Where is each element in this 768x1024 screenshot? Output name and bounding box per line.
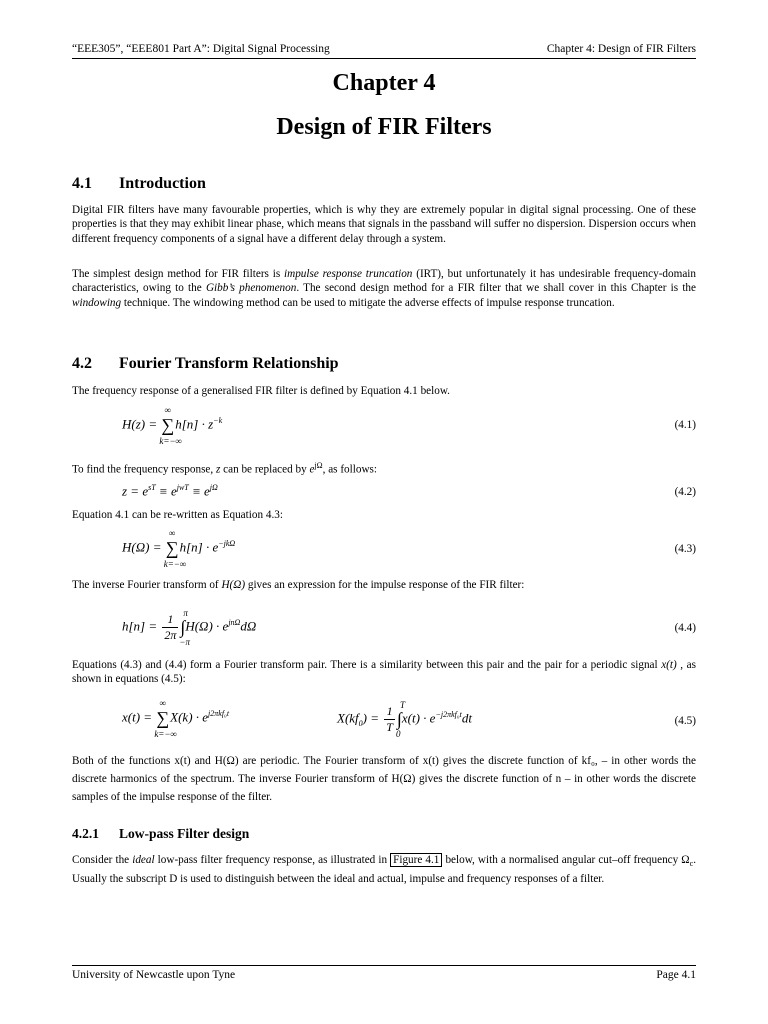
footer-left: University of Newcastle upon Tyne — [72, 969, 236, 981]
text-run: low-pass filter frequency response, as illustrated in — [154, 854, 391, 866]
text-run-sup: jΩ — [314, 461, 323, 470]
footer-right: Page 4.1 — [656, 969, 696, 981]
text-run-italic: H(Ω) — [221, 579, 246, 591]
fourier-text-6: Both of the functions x(t) and H(Ω) are periodic. The Fourier transform of x(t) gives the discrete function of kf₀, – in other words the discrete harmonics of the spectrum. The inverse Fourier transform of H(Ω) gives the discrete function of n – in other words the discrete samples of the impulse response of the filter. — [72, 755, 696, 803]
text-run-sub: c — [689, 859, 694, 869]
section-heading-fourier — [72, 355, 339, 373]
intro-paragraph-2 — [72, 267, 696, 310]
text-run-italic: impulse response truncation — [284, 268, 413, 280]
equation-number: (4.5) — [674, 715, 696, 727]
text-run-italic: ideal — [132, 854, 155, 866]
equation-4-2: $z = e^{sT} \equiv e^{jwT} \equiv e^{j\Omega}$ — [122, 483, 218, 499]
section-title: Introduction — [119, 175, 206, 192]
section-number: 4.2 — [72, 355, 92, 372]
equation-4-5b: $X(kf_0)$ = $\frac{1}{T}$ ∫ T 0 $x(t) \cdot e^{-j2\pi kf_0t}dt$ — [337, 700, 472, 739]
intro-paragraph-1: Digital FIR filters have many favourable properties, which is why they are extremely popular in digital signal processing. One of these properties is that they may exhibit linear phase, which means that signals in the passband will suffer no dispersion. Dispersion occurs when different frequency components of a signal have a different delay through a system. — [72, 204, 696, 245]
text-run: gives an expression for the impulse response of the FIR filter: — [245, 579, 525, 591]
equation-4-1: H(z) = ∑ ∞ k=−∞ $h[n] \cdot z^{-k}$ — [122, 405, 223, 446]
section-number: 4.1 — [72, 175, 92, 192]
subsection-number: 4.2.1 — [72, 826, 99, 841]
text-run: technique. The windowing method can be used to mitigate the adverse effects of impulse response truncation. — [121, 296, 615, 309]
text-run-italic: e — [309, 463, 315, 476]
equation-number: (4.2) — [674, 486, 696, 498]
fourier-text-2 — [72, 459, 696, 477]
text-run-italic: Gibb’s phenomenon — [205, 282, 297, 295]
section-title: Fourier Transform Relationship — [119, 355, 339, 372]
equation-number: (4.3) — [674, 543, 696, 555]
text-run: , as shown in equations (4.5): — [72, 659, 696, 686]
figure-link[interactable]: Figure 4.1 — [390, 853, 442, 867]
document-page — [72, 0, 696, 1024]
text-run-italic: x(t) — [661, 659, 677, 671]
subsection-title: Low-pass Filter design — [119, 826, 250, 841]
chapter-number: Chapter 4 — [332, 70, 436, 96]
text-run: The simplest design method for FIR filters is — [72, 268, 284, 280]
fourier-text-1: The frequency response of a generalised FIR filter is defined by Equation 4.1 below. — [72, 385, 450, 397]
section-heading-introduction — [72, 175, 206, 193]
text-run: Consider the — [72, 854, 133, 866]
subsection-heading-lowpass — [72, 826, 249, 842]
fourier-text-4 — [72, 578, 696, 592]
text-run: Equations (4.3) and (4.4) form a Fourier transform pair. There is a similarity between this pair and the pair for a periodic signal — [72, 659, 662, 671]
lowpass-paragraph — [72, 853, 696, 886]
text-run: can be replaced by — [220, 463, 310, 476]
equation-4-4: h[n] = $\frac{1}{2\pi}$ ∫ π −π $H(\Omega) \cdot e^{jn\Omega}d\Omega$ — [122, 608, 257, 647]
fourier-text-5 — [72, 658, 696, 687]
running-header — [72, 43, 696, 59]
header-right: Chapter 4: Design of FIR Filters — [546, 43, 696, 55]
header-left: “EEE305”, “EEE801 Part A”: Digital Signal Processing — [72, 43, 330, 55]
equation-4-3: H(Ω) = ∑ ∞ k=−∞ $h[n] \cdot e^{-jk\Omega}$ — [122, 528, 236, 569]
running-footer — [72, 965, 696, 981]
text-run: . Usually the subscript D is used to distinguish between the ideal and actual, impulse and frequency responses of a filter. — [72, 854, 696, 885]
text-run: The inverse Fourier transform of — [72, 579, 222, 591]
text-run: , as follows: — [322, 463, 378, 476]
equation-number: (4.4) — [674, 622, 696, 634]
text-run-italic: z — [215, 463, 221, 476]
text-run-italic: windowing — [72, 296, 122, 309]
fourier-text-3: Equation 4.1 can be re-written as Equation 4.3: — [72, 509, 283, 521]
text-run: below, with a normalised angular cut–off frequency Ω — [442, 854, 690, 866]
equation-4-5a: x(t) = ∑ ∞ k=−∞ $X(k) \cdot e^{j2\pi kf_0t}$ — [122, 698, 230, 739]
chapter-title: Design of FIR Filters — [276, 114, 492, 140]
text-run: . The second design method for a FIR filter that we shall cover in this Chapter is the — [296, 282, 696, 295]
text-run: To find the frequency response, — [72, 463, 216, 476]
text-run: (IRT), but unfortunately it has undesirable frequency-domain characteristics, owing to the — [72, 268, 696, 295]
equation-number: (4.1) — [674, 419, 696, 431]
